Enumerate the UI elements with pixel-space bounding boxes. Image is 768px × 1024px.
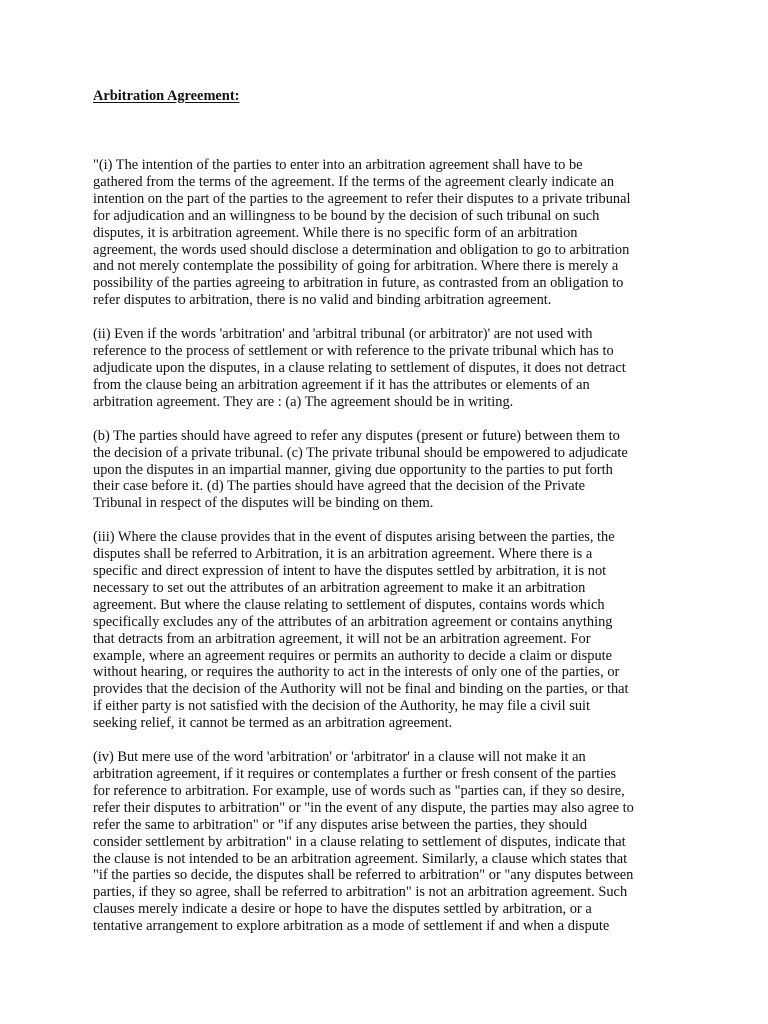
- paragraph-spacing: [93, 309, 677, 326]
- text-line: clauses merely indicate a desire or hope to have the disputes settled by arbitration, or a: [93, 901, 592, 918]
- paragraph-iv: [93, 749, 677, 935]
- text-line: tentative arrangement to explore arbitration as a mode of settlement if and when a dispute: [93, 918, 610, 935]
- paragraph-ii: [93, 326, 677, 411]
- text-line: agreement. But where the clause relating to settlement of disputes, contains words which: [93, 596, 605, 613]
- text-line: seeking relief, it cannot be termed as an arbitration agreement.: [93, 715, 453, 732]
- text-line: "(i) The intention of the parties to enter into an arbitration agreement shall have to be: [93, 157, 583, 173]
- text-line: disputes, it is arbitration agreement. While there is no specific form of an arbitration: [93, 224, 578, 241]
- text-line: gathered from the terms of the agreement. If the terms of the agreement clearly indicate an: [93, 173, 615, 190]
- document-body: [93, 88, 677, 935]
- text-line: arbitration agreement. They are : (a) The agreement should be in writing.: [93, 393, 514, 410]
- text-line: if either party is not satisfied with the decision of the Authority, he may file a civil suit: [93, 698, 591, 715]
- text-line: necessary to set out the attributes of an arbitration agreement to make it an arbitration: [93, 579, 586, 596]
- text-line: arbitration agreement, if it requires or contemplates a further or fresh consent of the parties: [93, 766, 617, 782]
- paragraph-spacing: [93, 411, 677, 428]
- text-line: refer disputes to arbitration, there is no valid and binding arbitration agreement.: [93, 292, 552, 309]
- text-line: (b) The parties should have agreed to refer any disputes (present or future) between them to: [93, 427, 620, 444]
- text-line: provides that the decision of the Authority will not be final and binding on the parties, or that: [93, 681, 629, 698]
- text-line: reference to the process of settlement or with reference to the private tribunal which has to: [93, 343, 614, 360]
- text-line: possibility of the parties agreeing to arbitration in future, as contrasted from an obligation to: [93, 275, 624, 292]
- text-line: that detracts from an arbitration agreement, it will not be an arbitration agreement. For: [93, 630, 591, 647]
- text-line: refer their disputes to arbitration" or "in the event of any dispute, the parties may also agree to: [93, 799, 634, 816]
- text-line: adjudicate upon the disputes, in a clause relating to settlement of disputes, it does not detract: [93, 359, 626, 376]
- text-line: parties, if they so agree, shall be referred to arbitration" is not an arbitration agreement. Such: [93, 884, 628, 901]
- text-line: refer the same to arbitration" or "if any disputes arise between the parties, they should: [93, 816, 588, 833]
- paragraph-i: [93, 157, 677, 309]
- text-line: for reference to arbitration. For example, use of words such as "parties can, if they so desire,: [93, 782, 625, 799]
- text-line: intention on the part of the parties to the agreement to refer their disputes to a private tribunal: [93, 190, 631, 207]
- text-line: example, where an agreement requires or permits an authority to decide a claim or dispute: [93, 647, 613, 664]
- text-line: specifically excludes any of the attributes of an arbitration agreement or contains anything: [93, 613, 613, 630]
- paragraph-spacing: [93, 732, 677, 749]
- paragraph-b-c-d: [93, 428, 677, 513]
- text-line: and not merely contemplate the possibility of going for arbitration. Where there is merely a: [93, 258, 619, 275]
- text-line: upon the disputes in an impartial manner, giving due opportunity to the parties to put forth: [93, 461, 613, 478]
- text-line: (ii) Even if the words 'arbitration' and 'arbitral tribunal (or arbitrator)' are not used with: [93, 326, 593, 343]
- text-line: the decision of a private tribunal. (c) The private tribunal should be empowered to adjudicate: [93, 444, 628, 461]
- text-line: consider settlement by arbitration" in a clause relating to settlement of disputes, indicate that: [93, 833, 626, 850]
- text-line: without hearing, or requires the authority to act in the interests of only one of the parties, or: [93, 664, 620, 681]
- text-line: for adjudication and an willingness to be bound by the decision of such tribunal on such: [93, 207, 600, 224]
- text-line: agreement, the words used should disclose a determination and obligation to go to arbitration: [93, 241, 630, 258]
- text-line: (iv) But mere use of the word 'arbitration' or 'arbitrator' in a clause will not make it an: [93, 749, 586, 766]
- text-line: disputes shall be referred to Arbitration, it is an arbitration agreement. Where there is a: [93, 546, 593, 563]
- text-line: specific and direct expression of intent to have the disputes settled by arbitration, it is not: [93, 563, 607, 580]
- text-line: their case before it. (d) The parties should have agreed that the decision of the Private: [93, 478, 586, 495]
- text-line: "if the parties so decide, the disputes shall be referred to arbitration" or "any disputes between: [93, 867, 634, 884]
- title-spacing: [93, 105, 677, 157]
- document-title: Arbitration Agreement:: [93, 88, 240, 104]
- paragraph-iii: [93, 529, 677, 732]
- text-line: Tribunal in respect of the disputes will be binding on them.: [93, 495, 434, 512]
- text-line: from the clause being an arbitration agreement if it has the attributes or elements of an: [93, 376, 590, 393]
- text-line: the clause is not intended to be an arbitration agreement. Similarly, a clause which states that: [93, 850, 628, 867]
- paragraph-spacing: [93, 512, 677, 529]
- text-line: (iii) Where the clause provides that in the event of disputes arising between the parties, the: [93, 529, 615, 546]
